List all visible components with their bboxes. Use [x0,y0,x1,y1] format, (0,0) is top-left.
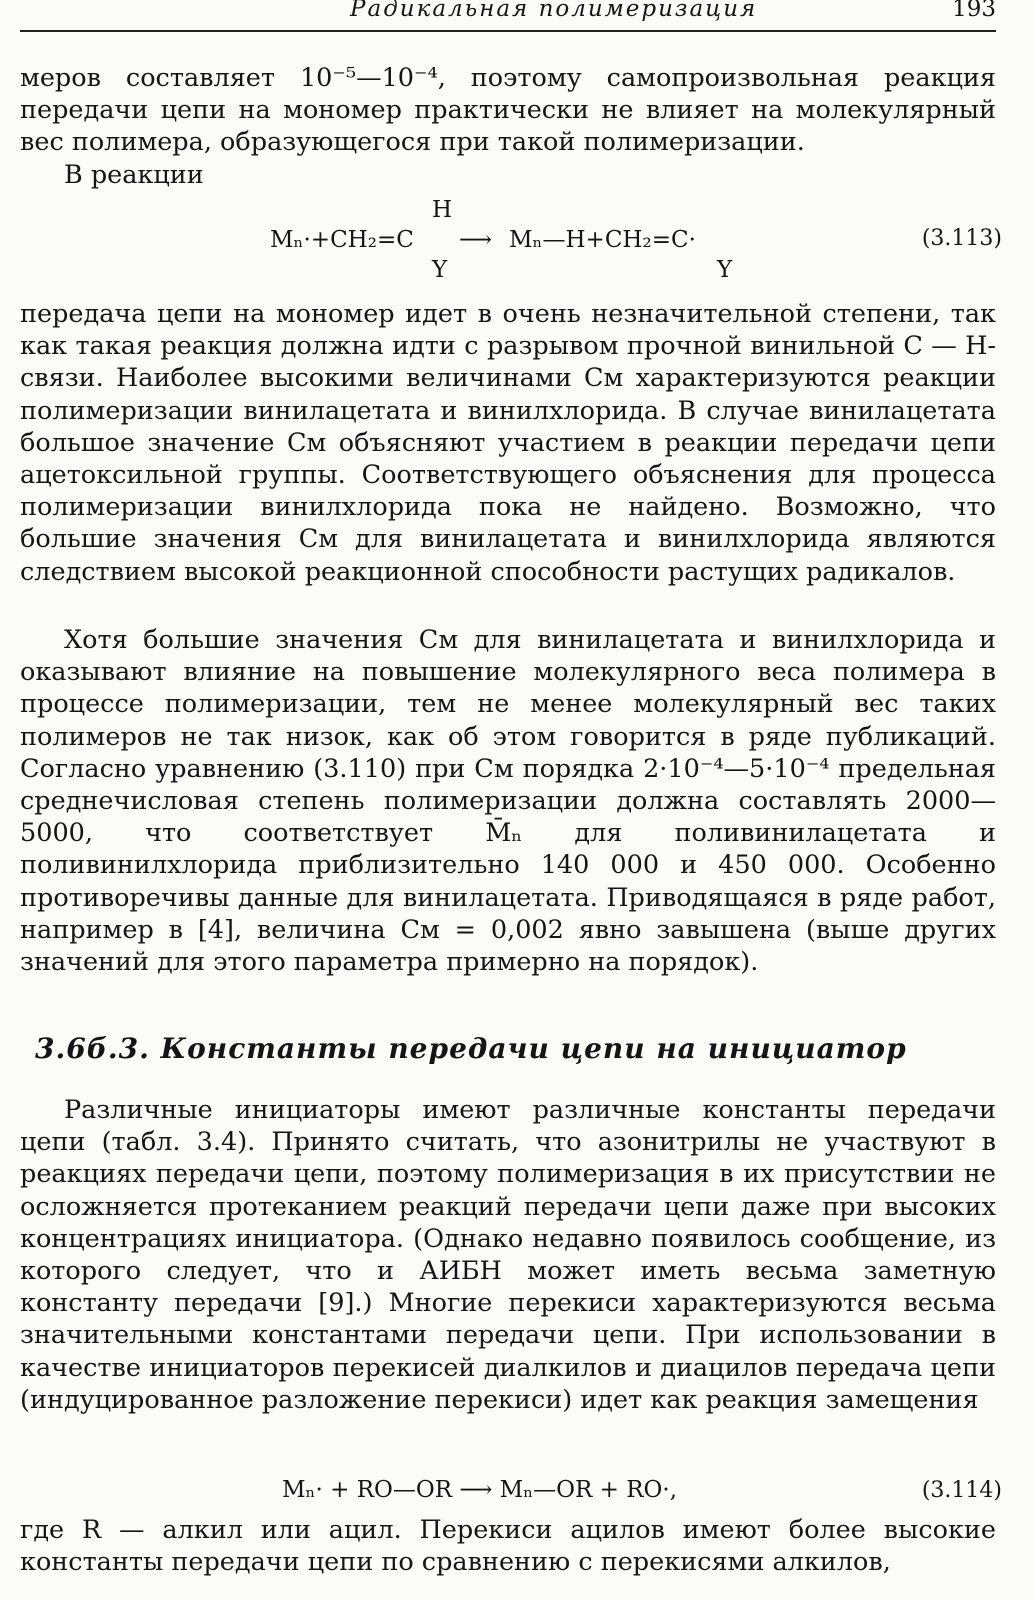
equation-left-side: Mₙ·+CH₂=C [270,227,414,253]
equation-substituent-left: Y [432,257,448,283]
paragraph-5: Различные инициаторы имеют различные константы передачи цепи (табл. 3.4). Принято считать, что азонитрилы не участвуют в реакциях передачи цепи, поэтому полимеризация в их присутствии не осложняется протеканием реакций передачи цепи даже при высоких концентрациях инициатора. (Однако недавно появилось сообщение, из которого следует, что и АИБН может иметь весьма заметную константу передачи [9].) Многие перекиси характеризуются весьма значительными константами передачи цепи. При использовании в качестве инициаторов перекисей диалкилов и диацилов передача цепи (индуцированное разложение перекиси) идет как реакция замещения [20,1095,996,1415]
paragraph-4: Хотя большие значения Cм для винилацетата и винилхлорида и оказывают влияние на повышение молекулярного веса полимера в процессе полимеризации, тем не менее молекулярный вес таких полимеров не так низок, как об этом говорится в ряде публикаций. Согласно уравнению (3.110) при Cм порядка 2·10⁻⁴—5·10⁻⁴ предельная среднечисловая степень полимеризации должна составлять 2000—5000, что соответствует M̄ₙ для поливинилацетата и поливинилхлорида приблизительно 140 000 и 450 000. Особенно противоречивы данные для винилацетата. Приводящаяся в ряде работ, например в [4], величина Cм = 0,002 явно завышена (выше других значений для этого параметра примерно на порядок). [20,625,996,978]
equation-right-side: Mₙ—H+CH₂=C· [509,227,696,253]
paragraph-3: передача цепи на мономер идет в очень незначительной степени, так как такая реакция должна идти с разрывом прочной винильной С — Н-связи. Наиболее высокими величинами Cм характеризуются реакции полимеризации винилацетата и винилхлорида. В случае винилацетата большое значение Cм объясняют участием в реакции передачи цепи ацетоксильной группы. Соответствующего объяснения для процесса полимеризации винилхлорида пока не найдено. Возможно, что большие значения Cм для винилацетата и винилхлорида являются следствием высокой реакционной способности растущих радикалов. [20,299,996,587]
equation-number: (3.113) [921,226,1002,251]
page-number: 193 [952,0,996,22]
equation-substituent-right: Y [717,257,733,283]
paragraph-1: меров составляет 10⁻⁵—10⁻⁴, поэтому самопроизвольная реакция передачи цепи на мономер практически не влияет на молекулярный вес полимера, образующегося при такой полимеризации. [20,63,996,158]
paragraph-2: В реакции [64,160,204,190]
paragraph-6: где R — алкил или ацил. Перекиси ацилов имеют более высокие константы передачи цепи по сравнению с перекисями алкилов, [20,1515,996,1578]
running-header [20,0,996,32]
equation-arrow: ⟶ [459,227,492,253]
equation-number: (3.114) [921,1478,1002,1503]
section-heading: 3.6б.3. Константы передачи цепи на инициатор [35,1032,907,1065]
running-title: Радикальная полимеризация [350,0,758,22]
equation-reaction: Mₙ· + RO—OR ⟶ Mₙ—OR + RO·, [282,1477,678,1503]
equation-hydrogen: H [432,197,453,223]
